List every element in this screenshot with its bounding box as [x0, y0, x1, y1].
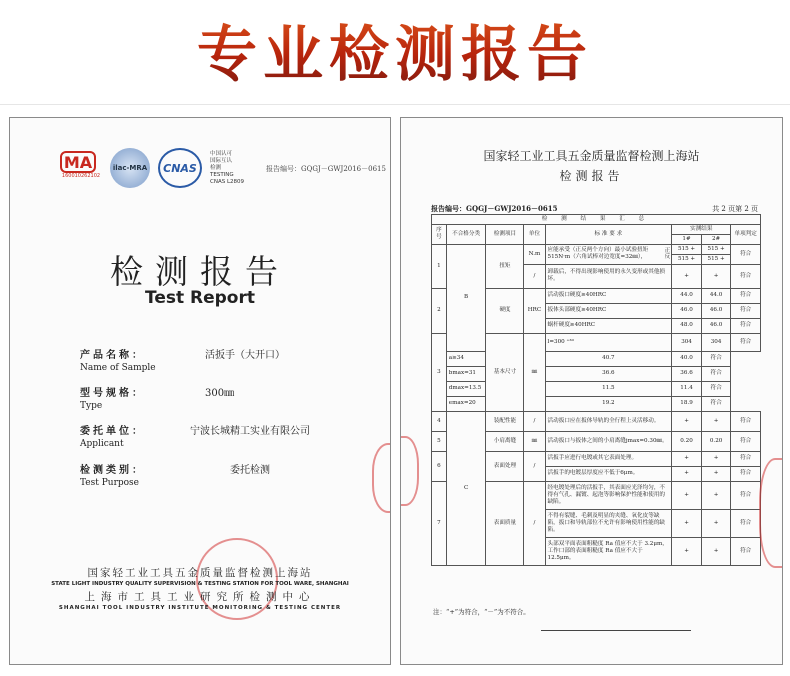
table-cell: + [672, 264, 702, 288]
table-cell: / [524, 451, 545, 481]
table-cell: + [701, 509, 731, 537]
certification-logos [60, 148, 244, 188]
table-cell: l=300 ⁺³⁰ [545, 333, 672, 351]
cnas-logo: CNAS [158, 148, 202, 188]
results-table [431, 214, 761, 566]
table-cell: 扭矩 [486, 244, 524, 288]
ilac-mra-logo: ilac-MRA [110, 148, 150, 188]
table-note: 注：“+”为符合，“－”为不符合。 [433, 608, 530, 616]
table-cell: 2 [432, 288, 447, 333]
table-cell: 实测结果 [672, 224, 731, 234]
summary-title: 检测报告 [559, 169, 624, 183]
report-number: 报告编号：GQGJ－GWJ2016－0615 [266, 165, 386, 173]
table-cell: 36.6 [545, 366, 672, 381]
table-cell: 符合 [701, 351, 731, 366]
report-summary-page [400, 117, 783, 665]
field-sample-name: 产品名称： Name of Sample 活扳手（大开口） [80, 350, 285, 373]
table-cell: 表面处理 [486, 451, 524, 481]
table-cell: 符合 [731, 303, 761, 318]
table-row [432, 244, 761, 254]
table-cell: 2# [701, 234, 731, 244]
overlap-seal-left [400, 436, 419, 506]
table-cell: + [701, 264, 731, 288]
table-cell: 不得有裂缝、毛刺及明显的夹缝、氧化皮等缺陷，扳口和导轨部位不允许有影响使用性能的缺陷。 [545, 509, 672, 537]
table-cell: 应能承受（正反两个方向）最小试验扭矩 515N·m（六角试棒对边宽度=32㎜）， 正 反 [545, 244, 672, 264]
field-applicant: 委托单位： Applicant 宁波长城精工实业有限公司 [80, 426, 310, 449]
institute-en: SHANGHAI TOOL INDUSTRY INSTITUTE MONITORING & TESTING CENTER [58, 605, 342, 611]
table-cell: 0.20 [701, 431, 731, 451]
table-cell: emax=20 [446, 396, 486, 411]
table-cell: 40.0 [672, 351, 702, 366]
table-cell: + [672, 481, 702, 509]
table-cell: 头部双平面表面粗糙度 Ra 值应不大于 3.2μm，工作口部的表面粗糙度 Ra 值应不大于 12.5μm。 [545, 537, 672, 565]
field-type: 型号规格： Type 300㎜ [80, 388, 235, 411]
table-cell: 符合 [731, 451, 761, 466]
table-cell: dmax=13.5 [446, 381, 486, 396]
table-cell: 1# [672, 234, 702, 244]
banner-title: 专业检测报告 [197, 7, 593, 93]
table-cell: / [524, 411, 545, 431]
table-cell: 7 [432, 481, 447, 565]
table-cell: 6 [432, 451, 447, 481]
table-cell: 48.0 [672, 318, 702, 333]
table-cell: 符合 [701, 366, 731, 381]
table-cell: ㎜ [524, 333, 545, 411]
table-cell: 符合 [731, 288, 761, 303]
table-row [432, 396, 761, 411]
report-cover-page [9, 117, 391, 665]
table-cell: 序号 [432, 224, 447, 244]
table-cell: bmax=31 [446, 366, 486, 381]
table-cell: 11.4 [672, 381, 702, 396]
table-cell: 活动扳口应在扳体导轨的全行程上灵活移动。 [545, 411, 672, 431]
table-cell: 515 + [701, 244, 731, 254]
table-cell: / [524, 481, 545, 565]
table-cell: 515 + [672, 244, 702, 254]
ma-logo: MA 160010262102 [61, 153, 101, 179]
banner [0, 0, 790, 100]
table-cell: 活扳手的电镀层厚度应不低于6μm。 [545, 466, 672, 481]
summary-meta [431, 204, 758, 214]
table-cell: 515 + [672, 254, 702, 264]
table-row [432, 366, 761, 381]
table-cell: + [701, 481, 731, 509]
cover-title-en: Test Report [144, 288, 255, 308]
field-test-purpose: 检测类别： Test Purpose 委托检测 [80, 465, 270, 488]
table-cell: + [701, 466, 731, 481]
table-cell: + [672, 451, 702, 466]
table-cell: 515 + [701, 254, 731, 264]
table-cell: 符合 [731, 466, 761, 481]
table-cell: + [701, 537, 731, 565]
table-cell: ㎜ [524, 431, 545, 451]
table-cell: + [672, 509, 702, 537]
table-cell: 18.9 [672, 396, 702, 411]
table-cell: 小肩离缝 [486, 431, 524, 451]
table-cell: 46.0 [701, 318, 731, 333]
table-cell: 检 测 结 果 汇 总 [432, 215, 761, 225]
table-cell: + [672, 466, 702, 481]
table-cell: 装配性能 [486, 411, 524, 431]
table-cell: 符合 [701, 381, 731, 396]
table-cell: 活动扳口与扳体之间的小肩离缝jmax=0.30㎜。 [545, 431, 672, 451]
table-header-row [432, 224, 761, 234]
table-cell: 1 [432, 244, 447, 288]
table-cell: 5 [432, 431, 447, 451]
table-row [432, 351, 761, 366]
table-cell: 0.20 [672, 431, 702, 451]
table-cell: 符合 [731, 537, 761, 565]
table-cell: 11.5 [545, 381, 672, 396]
table-cell: 经电镀处理后的活扳手，其表面应光泽均匀，不得有气孔、漏镀、起泡等影响保护性能和使用的缺陷。 [545, 481, 672, 509]
signature-line [541, 630, 691, 631]
table-cell: a≥34 [446, 351, 486, 366]
table-cell: 44.0 [672, 288, 702, 303]
summary-report-number: 报告编号：GQGJ－GWJ2016－0615 [431, 204, 558, 213]
overlap-seal [372, 443, 391, 513]
table-cell: 蜗杆硬度≥40HRC [545, 318, 672, 333]
overlap-seal-right [759, 458, 783, 568]
table-cell: + [672, 411, 702, 431]
summary-org: 国家轻工业工具五金质量监督检测上海站 [483, 149, 700, 163]
table-row [432, 381, 761, 396]
table-cell: 检测项目 [486, 224, 524, 244]
table-cell: 46.0 [672, 303, 702, 318]
table-cell: 不合格分类 [446, 224, 486, 244]
table-cell: 符合 [731, 318, 761, 333]
table-cell: 19.2 [545, 396, 672, 411]
table-cell: + [672, 537, 702, 565]
page-indicator: 共 2 页第 2 页 [712, 205, 758, 213]
table-cell: 卸载后，不得出现影响使用的永久变形或其他损坏。 [545, 264, 672, 288]
table-cell: 表面质量 [486, 481, 524, 565]
table-cell: 304 [701, 333, 731, 351]
table-cell: 符合 [731, 244, 761, 264]
cnas-accreditation-text: 中国认可 国际互认 检测 TESTING CNAS L2809 [210, 150, 245, 185]
divider [0, 104, 790, 105]
table-cell: 36.6 [672, 366, 702, 381]
cover-title: 检测报告 [110, 252, 290, 291]
institute-cn: 上海市工具工业研究所检测中心 [84, 591, 316, 603]
table-cell: 40.7 [545, 351, 672, 366]
table-cell: 符合 [731, 481, 761, 509]
table-cell: 符合 [731, 411, 761, 431]
table-cell: C [446, 411, 486, 565]
table-cell: 304 [672, 333, 702, 351]
table-cell: HRC [524, 288, 545, 333]
table-cell: N.m [524, 244, 545, 264]
table-cell: 符合 [701, 396, 731, 411]
table-row [432, 411, 761, 431]
table-cell: B [446, 244, 486, 351]
table-cell: 符合 [731, 431, 761, 451]
table-cell: 硬度 [486, 288, 524, 333]
table-cell: 单位 [524, 224, 545, 244]
table-cell: 基本尺寸 [486, 333, 524, 411]
table-cell: 符合 [731, 264, 761, 288]
table-cell: / [524, 264, 545, 288]
issuer-en: STATE LIGHT INDUSTRY QUALITY SUPERVISION & TESTING STATION FOR TOOL WARE, SHANGHAI [51, 581, 349, 587]
table-cell: 4 [432, 411, 447, 431]
issuer-cn: 国家轻工业工具五金质量监督检测上海站 [87, 567, 313, 579]
table-cell: 活扳手应进行电镀或其它表面处理。 [545, 451, 672, 466]
table-cell: 标 准 要 求 [545, 224, 672, 244]
table-cell: 3 [432, 333, 447, 411]
table-cell: 活动扳口硬度≥40HRC [545, 288, 672, 303]
table-cell: 符合 [731, 509, 761, 537]
table-cell: + [701, 451, 731, 466]
table-cell: 46.0 [701, 303, 731, 318]
table-cell: 44.0 [701, 288, 731, 303]
table-cell: 符合 [731, 333, 761, 351]
table-cell: + [701, 411, 731, 431]
table-cell: 扳体头部硬度≥40HRC [545, 303, 672, 318]
table-cell: 单项判定 [731, 224, 761, 244]
table-title-row [432, 215, 761, 225]
